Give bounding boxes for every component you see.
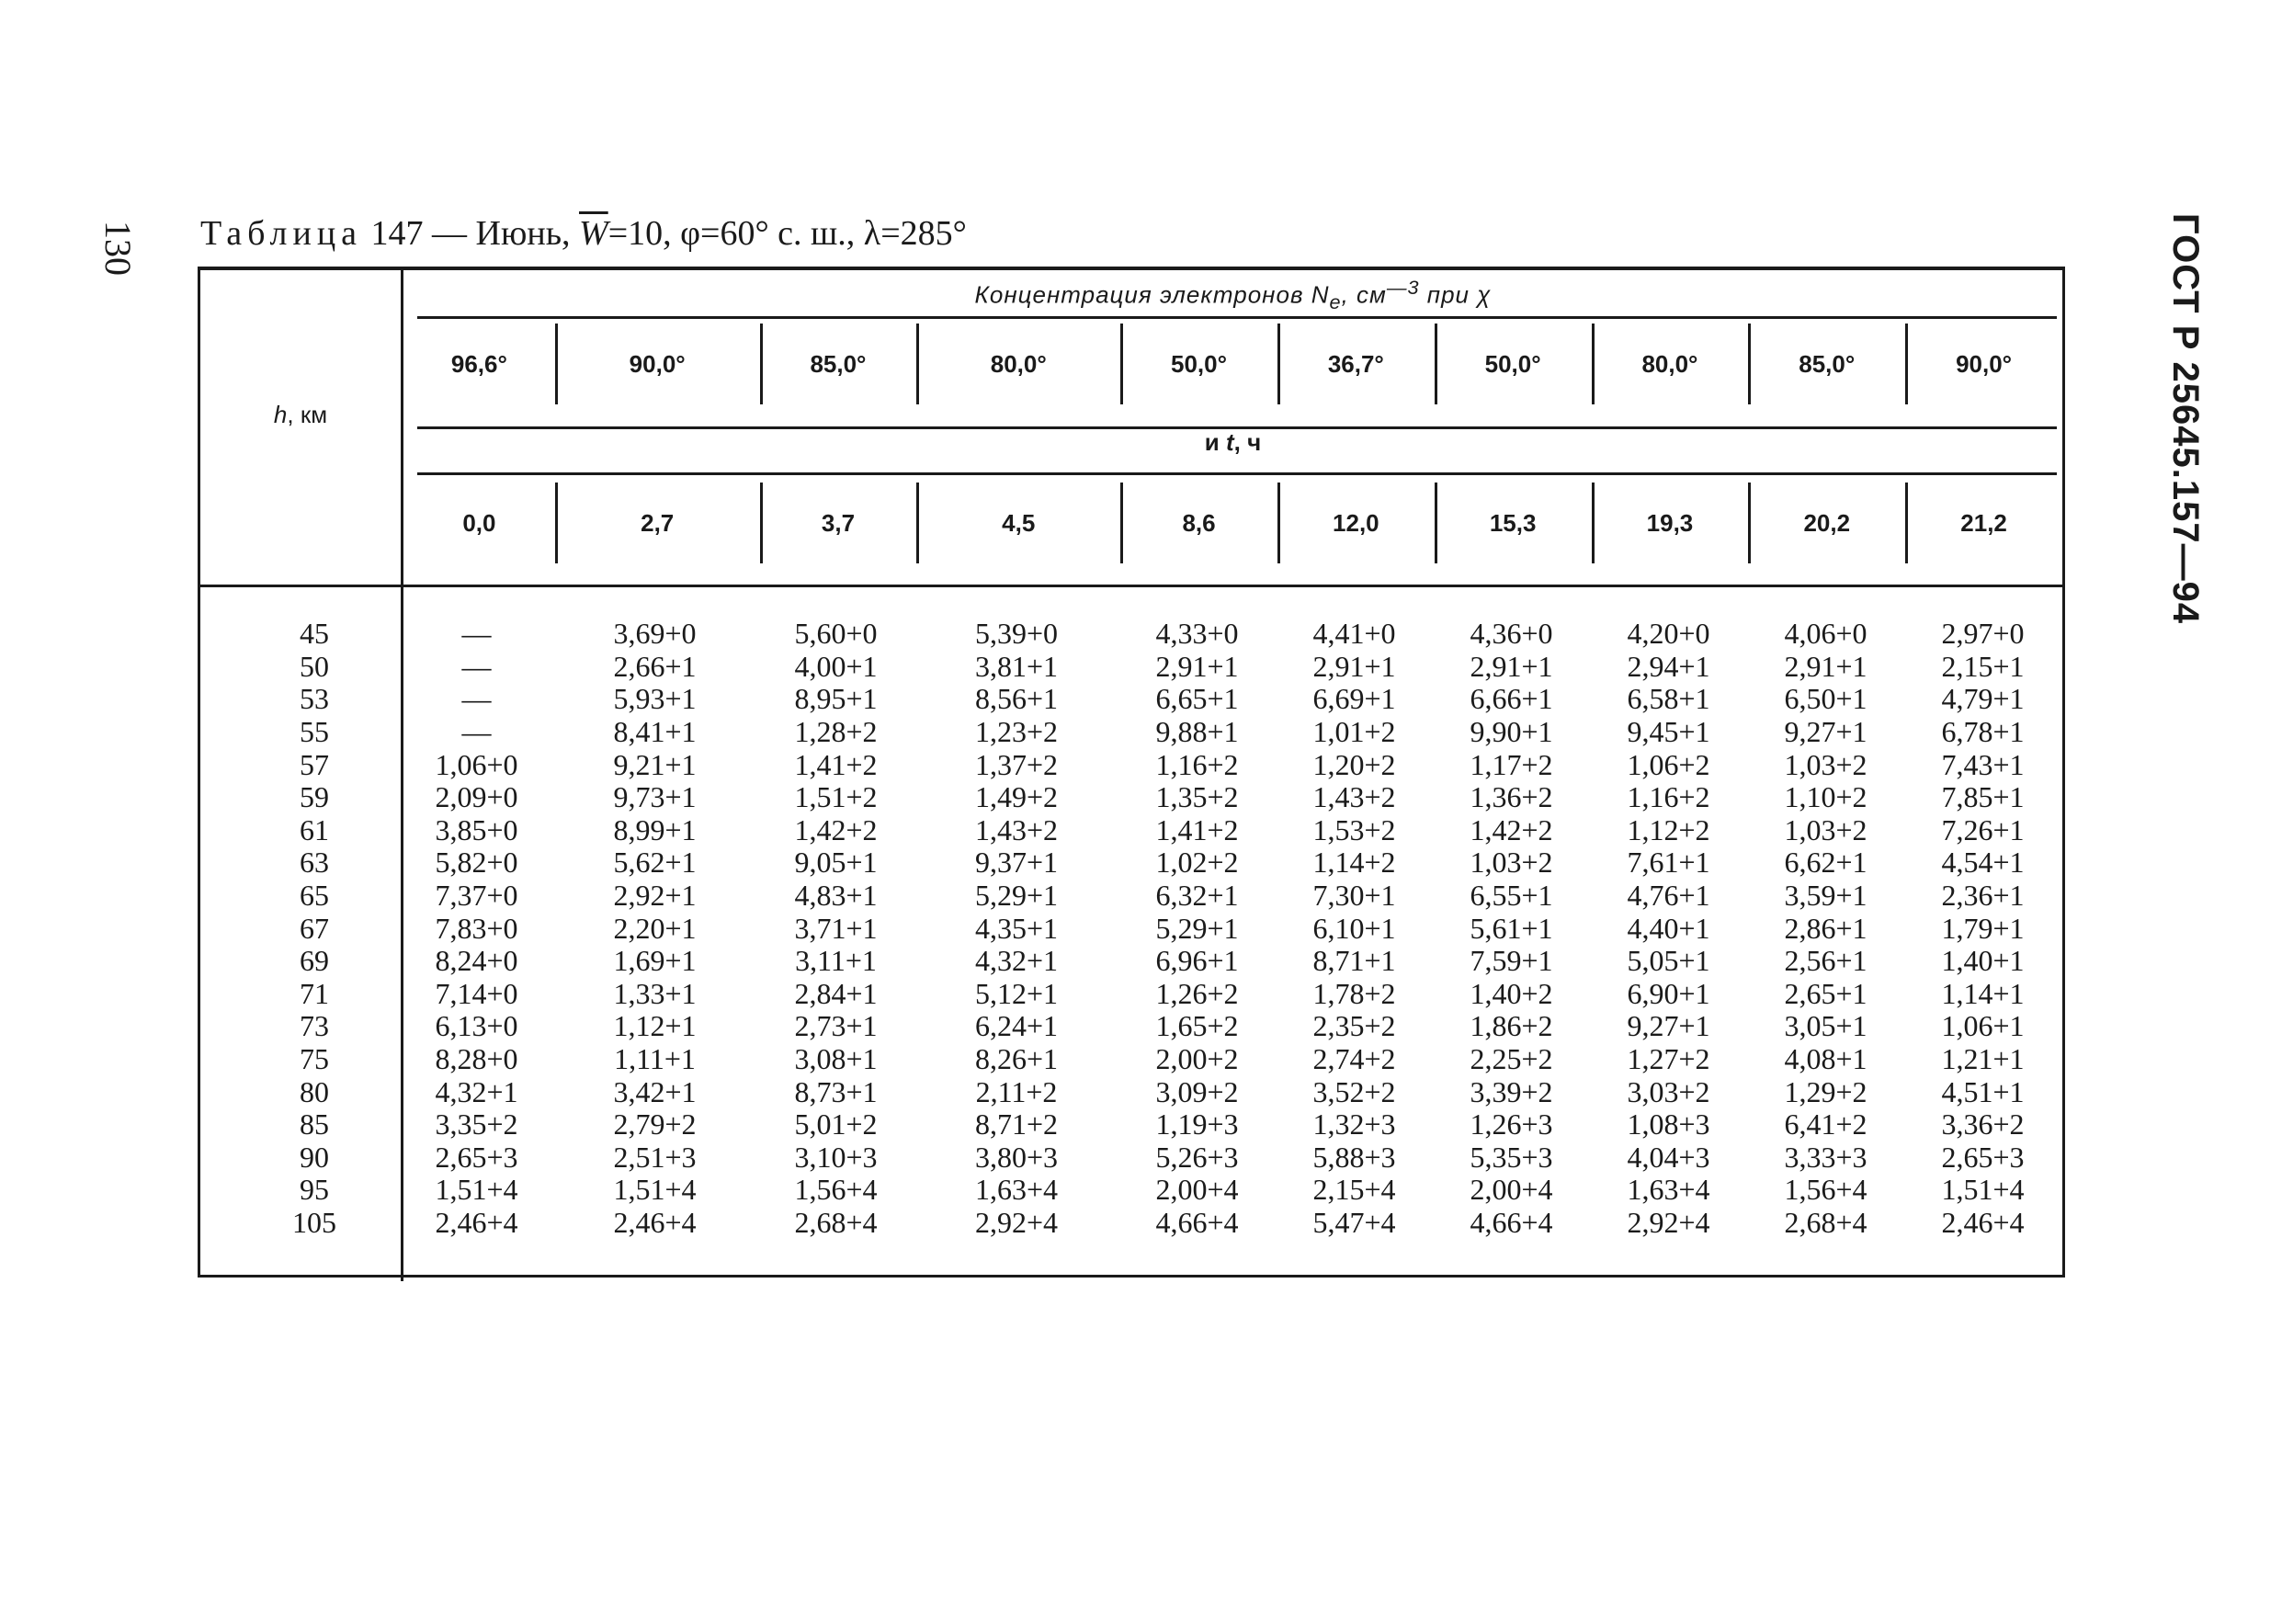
value-cell: 1,01+2	[1312, 715, 1396, 749]
value-cell: 8,26+1	[974, 1042, 1059, 1076]
value-cell: 1,43+2	[1312, 780, 1396, 814]
value-cell: 6,41+2	[1784, 1107, 1867, 1141]
value-cell: 1,53+2	[1312, 812, 1396, 846]
value-cell: 5,35+3	[1470, 1140, 1553, 1174]
value-cell: 1,06+2	[1627, 747, 1710, 781]
h-symbol: h	[273, 401, 288, 428]
chi-header-cell: 90,0°	[555, 318, 760, 410]
value-cell: 2,73+1	[794, 1009, 878, 1043]
table-row	[200, 1075, 2062, 1108]
value-cell: 9,05+1	[794, 846, 878, 880]
value-cell: 6,90+1	[1627, 976, 1710, 1010]
value-cell: 4,83+1	[794, 879, 878, 913]
value-cell: 1,41+2	[794, 747, 878, 781]
t-header-cell: 8,6	[1120, 477, 1277, 569]
value-cell: 9,88+1	[1155, 715, 1239, 749]
value-cell: 3,10+3	[794, 1140, 878, 1174]
value-cell: 9,45+1	[1627, 715, 1710, 749]
concentration-label: Концентрация электронов N	[974, 280, 1330, 309]
value-cell: 6,96+1	[1155, 944, 1239, 978]
value-cell: 1,02+2	[1155, 846, 1239, 880]
value-cell: 9,21+1	[613, 747, 697, 781]
value-cell: 7,43+1	[1941, 747, 2025, 781]
chi-values-row	[403, 318, 2062, 410]
value-cell: 1,51+2	[794, 780, 878, 814]
value-cell: 1,32+3	[1312, 1107, 1396, 1141]
value-cell: 3,85+0	[435, 812, 518, 846]
value-cell: 6,78+1	[1941, 715, 2025, 749]
t-header-cell: 20,2	[1748, 477, 1905, 569]
altitude-cell: 57	[300, 747, 329, 781]
time-symbol: t	[1226, 428, 1234, 456]
value-cell: 1,28+2	[794, 715, 878, 749]
table-title-text-pre: 147 — Июнь,	[370, 214, 580, 253]
value-cell: 1,23+2	[974, 715, 1059, 749]
altitude-cell: 105	[292, 1205, 336, 1239]
chi-header-cell: 96,6°	[450, 349, 507, 378]
value-cell: 3,59+1	[1784, 879, 1867, 913]
value-cell: 1,14+2	[1312, 846, 1396, 880]
altitude-cell: 63	[300, 846, 329, 880]
value-cell: 2,84+1	[794, 976, 878, 1010]
table-row	[200, 1141, 2062, 1175]
value-cell: 1,37+2	[974, 747, 1059, 781]
value-cell: 4,76+1	[1627, 879, 1710, 913]
value-cell: 9,90+1	[1470, 715, 1553, 749]
value-cell: 1,20+2	[1312, 747, 1396, 781]
value-cell: —	[461, 715, 492, 749]
value-cell: 2,46+4	[613, 1205, 697, 1239]
altitude-cell: 61	[300, 812, 329, 846]
value-cell: 4,06+0	[1784, 617, 1867, 651]
value-cell: 1,63+4	[1627, 1173, 1710, 1207]
value-cell: 1,51+4	[613, 1173, 697, 1207]
value-cell: 1,79+1	[1941, 911, 2025, 945]
value-cell: 1,27+2	[1627, 1042, 1710, 1076]
value-cell: 4,33+0	[1155, 617, 1239, 651]
value-cell: 7,61+1	[1627, 846, 1710, 880]
value-cell: 3,11+1	[795, 944, 877, 978]
altitude-cell: 65	[300, 879, 329, 913]
value-cell: 6,62+1	[1784, 846, 1867, 880]
value-cell: 2,35+2	[1312, 1009, 1396, 1043]
table-title-label: Таблица	[200, 214, 363, 253]
altitude-cell: 85	[300, 1107, 329, 1141]
table-row	[200, 618, 2062, 651]
concentration-exponent: —3	[1386, 276, 1420, 299]
value-cell: 1,69+1	[613, 944, 697, 978]
table-row	[200, 781, 2062, 814]
table-row	[200, 1207, 2062, 1240]
value-cell: 2,68+4	[1784, 1205, 1867, 1239]
altitude-cell: 69	[300, 944, 329, 978]
value-cell: 5,05+1	[1627, 944, 1710, 978]
value-cell: 4,54+1	[1941, 846, 2025, 880]
value-cell: 2,11+2	[975, 1074, 1058, 1108]
chi-header-cell: 80,0°	[916, 318, 1120, 410]
value-cell: 2,36+1	[1941, 879, 2025, 913]
table-row	[200, 748, 2062, 781]
table-row	[200, 880, 2062, 913]
value-cell: 1,51+4	[1941, 1173, 2025, 1207]
value-cell: 5,82+0	[435, 846, 518, 880]
altitude-cell: 71	[300, 976, 329, 1010]
value-cell: 8,71+1	[1312, 944, 1396, 978]
h-unit: , км	[287, 401, 328, 428]
value-cell: 1,16+2	[1155, 747, 1239, 781]
value-cell: 6,65+1	[1155, 682, 1239, 716]
chi-header-cell: 36,7°	[1277, 318, 1435, 410]
altitude-cell: 75	[300, 1042, 329, 1076]
table-header	[200, 270, 2062, 587]
header-rule	[417, 472, 2057, 475]
value-cell: 7,85+1	[1941, 780, 2025, 814]
value-cell: 1,17+2	[1470, 747, 1553, 781]
value-cell: 4,08+1	[1784, 1042, 1867, 1076]
value-cell: 9,73+1	[613, 780, 697, 814]
value-cell: 7,30+1	[1312, 879, 1396, 913]
table-body	[200, 618, 2062, 1239]
table-row	[200, 651, 2062, 684]
value-cell: 4,41+0	[1312, 617, 1396, 651]
value-cell: 6,24+1	[974, 1009, 1059, 1043]
value-cell: 5,29+1	[1155, 911, 1239, 945]
concentration-subscript: e	[1329, 290, 1342, 313]
value-cell: 7,59+1	[1470, 944, 1553, 978]
table-row	[200, 814, 2062, 847]
value-cell: 1,12+1	[613, 1009, 697, 1043]
value-cell: 2,46+4	[435, 1205, 518, 1239]
value-cell: 7,14+0	[435, 976, 518, 1010]
altitude-cell: 55	[300, 715, 329, 749]
time-values-row	[403, 477, 2062, 569]
value-cell: 1,16+2	[1627, 780, 1710, 814]
value-cell: 3,39+2	[1470, 1074, 1553, 1108]
value-cell: 8,28+0	[435, 1042, 518, 1076]
t-header-cell: 0,0	[462, 508, 496, 537]
table-row	[200, 716, 2062, 749]
value-cell: 6,13+0	[435, 1009, 518, 1043]
value-cell: 3,08+1	[794, 1042, 878, 1076]
value-cell: 9,37+1	[974, 846, 1059, 880]
altitude-cell: 95	[300, 1173, 329, 1207]
value-cell: 1,29+2	[1784, 1074, 1867, 1108]
value-cell: 1,26+3	[1470, 1107, 1553, 1141]
value-cell: 1,56+4	[1784, 1173, 1867, 1207]
value-cell: 1,06+0	[435, 747, 518, 781]
chi-header-cell: 85,0°	[760, 318, 917, 410]
t-header-cell: 21,2	[1905, 477, 2062, 569]
value-cell: 8,41+1	[613, 715, 697, 749]
value-cell: 5,62+1	[613, 846, 697, 880]
value-cell: 1,03+2	[1784, 812, 1867, 846]
value-cell: 5,26+3	[1155, 1140, 1239, 1174]
value-cell: 2,92+1	[613, 879, 697, 913]
value-cell: 3,52+2	[1312, 1074, 1396, 1108]
value-cell: 5,93+1	[613, 682, 697, 716]
value-cell: 1,19+3	[1155, 1107, 1239, 1141]
value-cell: 1,40+2	[1470, 976, 1553, 1010]
value-cell: 4,79+1	[1941, 682, 2025, 716]
value-cell: 5,29+1	[974, 879, 1059, 913]
value-cell: 1,49+2	[974, 780, 1059, 814]
table-row	[200, 1043, 2062, 1076]
value-cell: 1,65+2	[1155, 1009, 1239, 1043]
value-cell: 2,66+1	[613, 649, 697, 683]
value-cell: 5,12+1	[974, 976, 1059, 1010]
value-cell: 3,09+2	[1155, 1074, 1239, 1108]
altitude-cell: 67	[300, 911, 329, 945]
table-title-w-symbol: $\overline{W}$	[579, 214, 608, 253]
value-cell: 4,66+4	[1155, 1205, 1239, 1239]
value-cell: 2,65+3	[1941, 1140, 2025, 1174]
value-cell: 5,60+0	[794, 617, 878, 651]
altitude-cell: 45	[300, 617, 329, 651]
table-title-text-post: =10, φ=60° с. ш., λ=285°	[607, 214, 967, 253]
value-cell: 1,51+4	[435, 1173, 518, 1207]
value-cell: 3,71+1	[794, 911, 878, 945]
value-cell: 4,36+0	[1470, 617, 1553, 651]
value-cell: 5,39+0	[974, 617, 1059, 651]
value-cell: 6,58+1	[1627, 682, 1710, 716]
value-cell: 1,12+2	[1627, 812, 1710, 846]
value-cell: 5,01+2	[794, 1107, 878, 1141]
value-cell: 1,11+1	[614, 1042, 696, 1076]
value-cell: 2,94+1	[1627, 649, 1710, 683]
chi-header-cell: 50,0°	[1120, 318, 1277, 410]
value-cell: 1,42+2	[1470, 812, 1553, 846]
value-cell: 1,63+4	[974, 1173, 1059, 1207]
value-cell: 4,32+1	[435, 1074, 518, 1108]
chi-header-cell: 50,0°	[1435, 318, 1592, 410]
value-cell: 8,95+1	[794, 682, 878, 716]
altitude-cell: 50	[300, 649, 329, 683]
value-cell: 3,69+0	[613, 617, 697, 651]
value-cell: 4,40+1	[1627, 911, 1710, 945]
value-cell: 2,91+1	[1470, 649, 1553, 683]
value-cell: 2,91+1	[1784, 649, 1867, 683]
document-code: ГОСТ Р 25645.157—94	[2165, 213, 2206, 625]
value-cell: 3,35+2	[435, 1107, 518, 1141]
chi-header-cell: 90,0°	[1905, 318, 2062, 410]
value-cell: 7,37+0	[435, 879, 518, 913]
value-cell: 2,68+4	[794, 1205, 878, 1239]
altitude-cell: 59	[300, 780, 329, 814]
value-cell: 2,91+1	[1312, 649, 1396, 683]
value-cell: 2,97+0	[1941, 617, 2025, 651]
value-cell: 2,65+3	[435, 1140, 518, 1174]
altitude-cell: 53	[300, 682, 329, 716]
value-cell: 1,43+2	[974, 812, 1059, 846]
value-cell: 4,51+1	[1941, 1074, 2025, 1108]
value-cell: 2,51+3	[613, 1140, 697, 1174]
value-cell: 2,00+2	[1155, 1042, 1239, 1076]
value-cell: 6,10+1	[1312, 911, 1396, 945]
table-row	[200, 1010, 2062, 1043]
value-cell: 2,15+1	[1941, 649, 2025, 683]
value-cell: 1,86+2	[1470, 1009, 1553, 1043]
altitude-cell: 73	[300, 1009, 329, 1043]
value-cell: 5,61+1	[1470, 911, 1553, 945]
table-row	[200, 912, 2062, 945]
time-unit: , ч	[1233, 428, 1262, 456]
value-cell: 3,36+2	[1941, 1107, 2025, 1141]
table-title	[200, 213, 967, 254]
value-cell: 2,79+2	[613, 1107, 697, 1141]
t-header-cell: 12,0	[1277, 477, 1435, 569]
value-cell: 2,15+4	[1312, 1173, 1396, 1207]
value-cell: 3,42+1	[613, 1074, 697, 1108]
value-cell: 8,71+2	[974, 1107, 1059, 1141]
value-cell: 9,27+1	[1784, 715, 1867, 749]
value-cell: 1,33+1	[613, 976, 697, 1010]
value-cell: 2,91+1	[1155, 649, 1239, 683]
value-cell: —	[461, 649, 492, 683]
value-cell: 4,00+1	[794, 649, 878, 683]
concentration-unit: , см	[1341, 280, 1387, 309]
value-cell: 1,03+2	[1784, 747, 1867, 781]
value-cell: 1,36+2	[1470, 780, 1553, 814]
data-table	[198, 267, 2065, 1278]
value-cell: 2,25+2	[1470, 1042, 1553, 1076]
value-cell: 3,03+2	[1627, 1074, 1710, 1108]
value-cell: 6,69+1	[1312, 682, 1396, 716]
value-cell: 4,35+1	[974, 911, 1059, 945]
value-cell: 4,04+3	[1627, 1140, 1710, 1174]
t-header-cell: 19,3	[1592, 477, 1749, 569]
value-cell: 6,50+1	[1784, 682, 1867, 716]
concentration-header	[403, 276, 2062, 314]
value-cell: 1,10+2	[1784, 780, 1867, 814]
value-cell: 1,26+2	[1155, 976, 1239, 1010]
value-cell: 2,00+4	[1155, 1173, 1239, 1207]
value-cell: 2,46+4	[1941, 1205, 2025, 1239]
concentration-tail: при χ	[1419, 280, 1492, 309]
value-cell: 9,27+1	[1627, 1009, 1710, 1043]
value-cell: 1,21+1	[1941, 1042, 2025, 1076]
value-cell: 1,41+2	[1155, 812, 1239, 846]
value-cell: 1,14+1	[1941, 976, 2025, 1010]
value-cell: 5,47+4	[1312, 1205, 1396, 1239]
value-cell: 3,33+3	[1784, 1140, 1867, 1174]
value-cell: 2,92+4	[974, 1205, 1059, 1239]
page-number: 130	[97, 221, 139, 276]
value-cell: 3,80+3	[974, 1140, 1059, 1174]
value-cell: 2,92+4	[1627, 1205, 1710, 1239]
value-cell: 2,56+1	[1784, 944, 1867, 978]
value-cell: 2,74+2	[1312, 1042, 1396, 1076]
value-cell: —	[461, 617, 492, 651]
value-cell: 8,73+1	[794, 1074, 878, 1108]
value-cell: 1,78+2	[1312, 976, 1396, 1010]
chi-header-cell: 85,0°	[1748, 318, 1905, 410]
value-cell: 4,32+1	[974, 944, 1059, 978]
value-cell: 8,99+1	[613, 812, 697, 846]
table-row	[200, 1174, 2062, 1207]
value-cell: 6,32+1	[1155, 879, 1239, 913]
value-cell: 1,56+4	[794, 1173, 878, 1207]
value-cell: 4,66+4	[1470, 1205, 1553, 1239]
value-cell: 1,03+2	[1470, 846, 1553, 880]
time-header	[403, 428, 2062, 471]
chi-header-cell: 80,0°	[1592, 318, 1749, 410]
value-cell: 6,66+1	[1470, 682, 1553, 716]
value-cell: 3,81+1	[974, 649, 1059, 683]
value-cell: —	[461, 682, 492, 716]
t-header-cell: 15,3	[1435, 477, 1592, 569]
value-cell: 7,83+0	[435, 911, 518, 945]
table-row	[200, 945, 2062, 978]
value-cell: 7,26+1	[1941, 812, 2025, 846]
table-row	[200, 683, 2062, 716]
value-cell: 1,35+2	[1155, 780, 1239, 814]
t-header-cell: 4,5	[916, 477, 1120, 569]
value-cell: 1,06+1	[1941, 1009, 2025, 1043]
altitude-cell: 80	[300, 1074, 329, 1108]
value-cell: 2,65+1	[1784, 976, 1867, 1010]
value-cell: 2,00+4	[1470, 1173, 1553, 1207]
value-cell: 1,42+2	[794, 812, 878, 846]
t-header-cell: 2,7	[555, 477, 760, 569]
table-row	[200, 978, 2062, 1011]
value-cell: 1,40+1	[1941, 944, 2025, 978]
h-column-header	[200, 401, 401, 429]
time-prefix: и	[1204, 428, 1226, 456]
value-cell: 2,20+1	[613, 911, 697, 945]
value-cell: 4,20+0	[1627, 617, 1710, 651]
value-cell: 1,08+3	[1627, 1107, 1710, 1141]
value-cell: 6,55+1	[1470, 879, 1553, 913]
value-cell: 2,09+0	[435, 780, 518, 814]
table-row	[200, 846, 2062, 880]
value-cell: 8,56+1	[974, 682, 1059, 716]
value-cell: 5,88+3	[1312, 1140, 1396, 1174]
t-header-cell: 3,7	[760, 477, 917, 569]
value-cell: 3,05+1	[1784, 1009, 1867, 1043]
value-cell: 8,24+0	[435, 944, 518, 978]
value-cell: 2,86+1	[1784, 911, 1867, 945]
altitude-cell: 90	[300, 1140, 329, 1174]
table-row	[200, 1108, 2062, 1141]
